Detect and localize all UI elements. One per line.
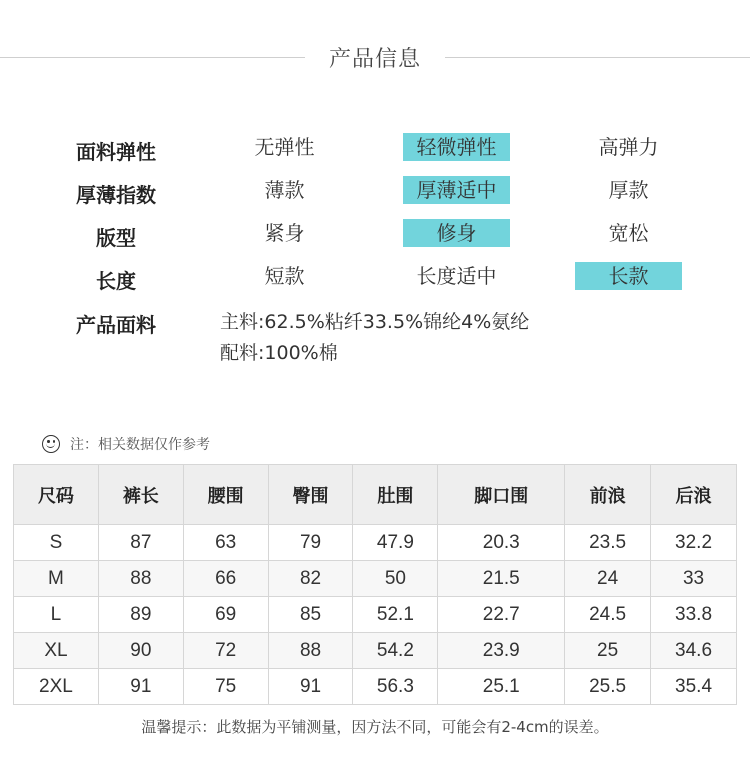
table-cell: 56.3 xyxy=(353,669,438,705)
attribute-option-selected: 厚薄适中 xyxy=(403,176,510,204)
table-cell: 85 xyxy=(268,597,353,633)
table-cell: 23.9 xyxy=(438,633,565,669)
table-cell: 52.1 xyxy=(353,597,438,633)
attribute-option: 宽松 xyxy=(608,221,649,245)
table-cell: 33 xyxy=(651,561,737,597)
attribute-label-elasticity: 面料弹性 xyxy=(76,140,156,164)
table-cell: 25 xyxy=(565,633,651,669)
table-cell: 22.7 xyxy=(438,597,565,633)
smiley-icon xyxy=(42,435,60,453)
size-table xyxy=(13,464,737,705)
table-cell: 79 xyxy=(268,525,353,561)
attribute-option: 高弹力 xyxy=(598,135,659,159)
table-cell: 25.5 xyxy=(565,669,651,705)
table-cell: 91 xyxy=(98,669,183,705)
attribute-label-fit: 版型 xyxy=(96,226,136,250)
table-cell: 88 xyxy=(98,561,183,597)
column-header: 脚口围 xyxy=(438,465,565,525)
table-cell: 47.9 xyxy=(353,525,438,561)
column-header: 裤长 xyxy=(98,465,183,525)
table-cell: 90 xyxy=(98,633,183,669)
measurement-tip: 温馨提示：此数据为平铺测量，因方法不同，可能会有2-4cm的误差。 xyxy=(141,718,609,736)
title-divider-left xyxy=(0,57,305,58)
note xyxy=(42,433,210,455)
table-cell: 63 xyxy=(183,525,268,561)
table-row xyxy=(14,669,737,705)
table-cell: L xyxy=(14,597,99,633)
attribute-option: 薄款 xyxy=(264,178,305,202)
table-cell: XL xyxy=(14,633,99,669)
attribute-option: 厚款 xyxy=(608,178,649,202)
attribute-option-selected: 长款 xyxy=(575,262,682,290)
table-cell: 66 xyxy=(183,561,268,597)
title-divider-right xyxy=(445,57,750,58)
attribute-option: 无弹性 xyxy=(254,135,315,159)
table-row xyxy=(14,561,737,597)
attribute-option: 长度适中 xyxy=(416,264,497,288)
table-row xyxy=(14,525,737,561)
table-cell: 32.2 xyxy=(651,525,737,561)
table-cell: 50 xyxy=(353,561,438,597)
column-header: 后浪 xyxy=(651,465,737,525)
page-title: 产品信息 xyxy=(328,47,421,72)
column-header: 腰围 xyxy=(183,465,268,525)
table-cell: 20.3 xyxy=(438,525,565,561)
attribute-label-length: 长度 xyxy=(96,269,136,293)
table-cell: 25.1 xyxy=(438,669,565,705)
table-cell: 21.5 xyxy=(438,561,565,597)
table-row xyxy=(14,597,737,633)
attribute-option-selected: 轻微弹性 xyxy=(403,133,510,161)
table-header-row xyxy=(14,465,737,525)
column-header: 臀围 xyxy=(268,465,353,525)
column-header: 肚围 xyxy=(353,465,438,525)
attribute-option: 短款 xyxy=(264,264,305,288)
attribute-label-fabric: 产品面料 xyxy=(76,313,156,337)
attribute-option: 紧身 xyxy=(264,221,305,245)
table-cell: 23.5 xyxy=(565,525,651,561)
table-cell: 75 xyxy=(183,669,268,705)
table-cell: 24.5 xyxy=(565,597,651,633)
fabric-lining: 配料:100%棉 xyxy=(220,342,338,364)
note-text: 注：相关数据仅作参考 xyxy=(70,437,210,453)
column-header: 尺码 xyxy=(14,465,99,525)
table-cell: 54.2 xyxy=(353,633,438,669)
table-cell: 88 xyxy=(268,633,353,669)
table-row xyxy=(14,633,737,669)
table-cell: 72 xyxy=(183,633,268,669)
table-cell: 24 xyxy=(565,561,651,597)
column-header: 前浪 xyxy=(565,465,651,525)
table-cell: 82 xyxy=(268,561,353,597)
table-cell: 69 xyxy=(183,597,268,633)
table-cell: 2XL xyxy=(14,669,99,705)
attribute-label-thickness: 厚薄指数 xyxy=(76,183,156,207)
table-cell: 89 xyxy=(98,597,183,633)
table-cell: M xyxy=(14,561,99,597)
table-cell: 34.6 xyxy=(651,633,737,669)
table-cell: 87 xyxy=(98,525,183,561)
table-cell: S xyxy=(14,525,99,561)
attribute-option-selected: 修身 xyxy=(403,219,510,247)
fabric-main: 主料:62.5%粘纤33.5%锦纶4%氨纶 xyxy=(220,311,530,333)
table-cell: 35.4 xyxy=(651,669,737,705)
table-cell: 33.8 xyxy=(651,597,737,633)
table-cell: 91 xyxy=(268,669,353,705)
